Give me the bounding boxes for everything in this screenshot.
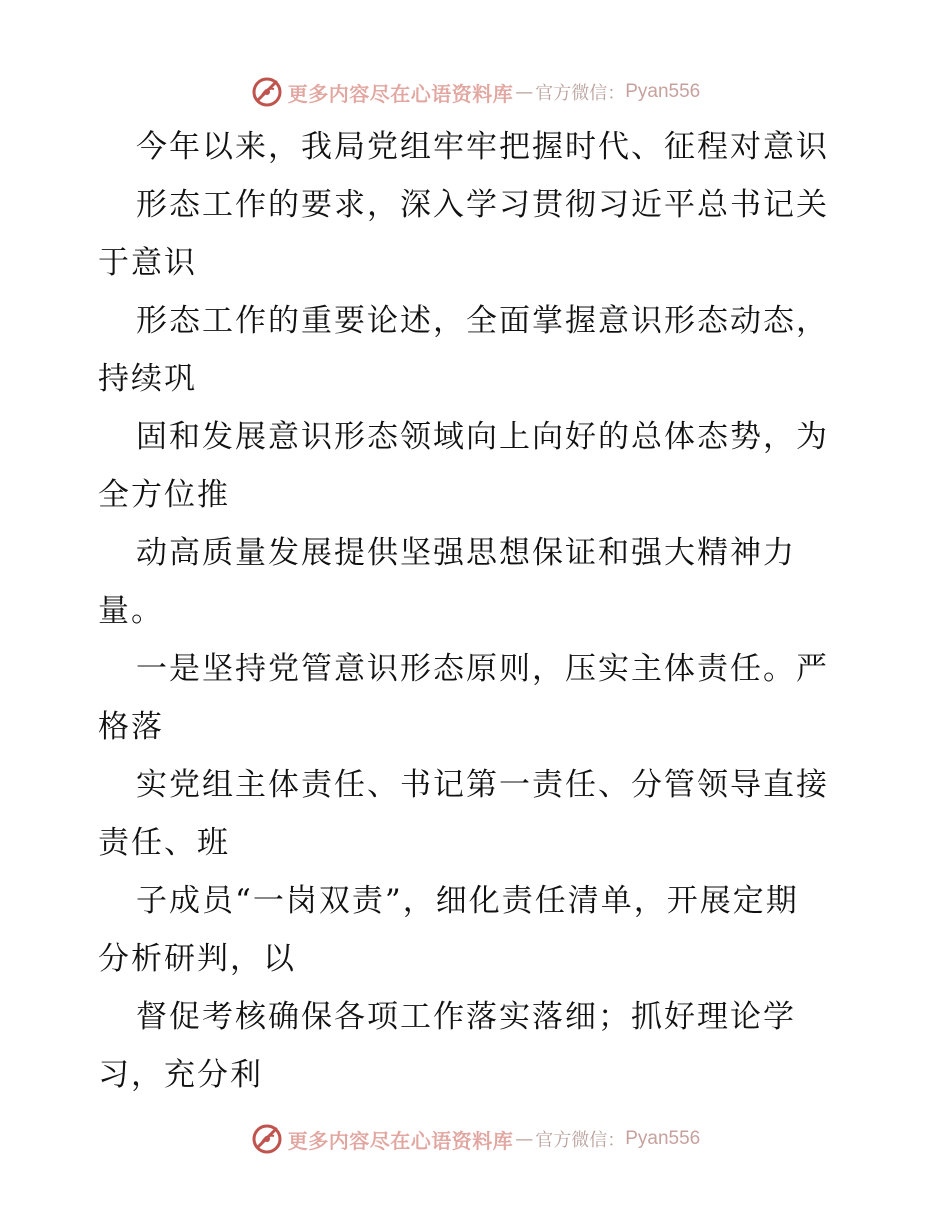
- banner-separator: —: [515, 1128, 534, 1150]
- text-line: 动高质量发展提供坚强思想保证和强大精神力: [136, 535, 796, 571]
- text-line: 督促考核确保各项工作落实落细；抓好理论学: [136, 999, 796, 1035]
- text-line: 形态工作的重要论述，全面掌握意识形态动态，: [136, 303, 829, 339]
- footer-watermark-banner: [0, 1119, 950, 1159]
- document-body: [98, 118, 858, 1104]
- text-line: 量。: [98, 593, 164, 629]
- banner-site-name: 更多内容尽在心语资料库: [287, 81, 514, 106]
- banner-site-name: 更多内容尽在心语资料库: [287, 1128, 514, 1153]
- text-line: 今年以来，我局党组牢牢把握时代、征程对意识: [136, 129, 829, 165]
- text-line: 持续巩: [98, 361, 197, 397]
- brand-logo-icon: [250, 75, 284, 109]
- banner-wechat-label: 官方微信：: [535, 83, 626, 104]
- brand-logo-icon: [250, 1122, 284, 1156]
- text-line: 全方位推: [98, 477, 230, 513]
- text-line: 形态工作的要求，深入学习贯彻习近平总书记关: [136, 187, 829, 223]
- text-line: 子成员“一岗双责”，细化责任清单，开展定期: [136, 883, 799, 919]
- text-line: 责任、班: [98, 825, 230, 861]
- banner-wechat-account: Pyan556: [625, 1128, 701, 1149]
- text-line: 一是坚持党管意识形态原则，压实主体责任。严: [136, 651, 829, 687]
- text-line: 格落: [98, 709, 164, 745]
- text-line: 实党组主体责任、书记第一责任、分管领导直接: [136, 767, 829, 803]
- text-line: 于意识: [98, 245, 197, 281]
- banner-wechat-account: Pyan556: [625, 81, 701, 102]
- banner-wechat-label: 官方微信：: [535, 1130, 626, 1151]
- text-line: 习，充分利: [98, 1057, 263, 1093]
- text-line: 固和发展意识形态领域向上向好的总体态势，为: [136, 419, 829, 455]
- header-watermark-banner: [0, 72, 950, 112]
- text-line: 分析研判，以: [98, 941, 296, 977]
- banner-separator: —: [515, 81, 534, 103]
